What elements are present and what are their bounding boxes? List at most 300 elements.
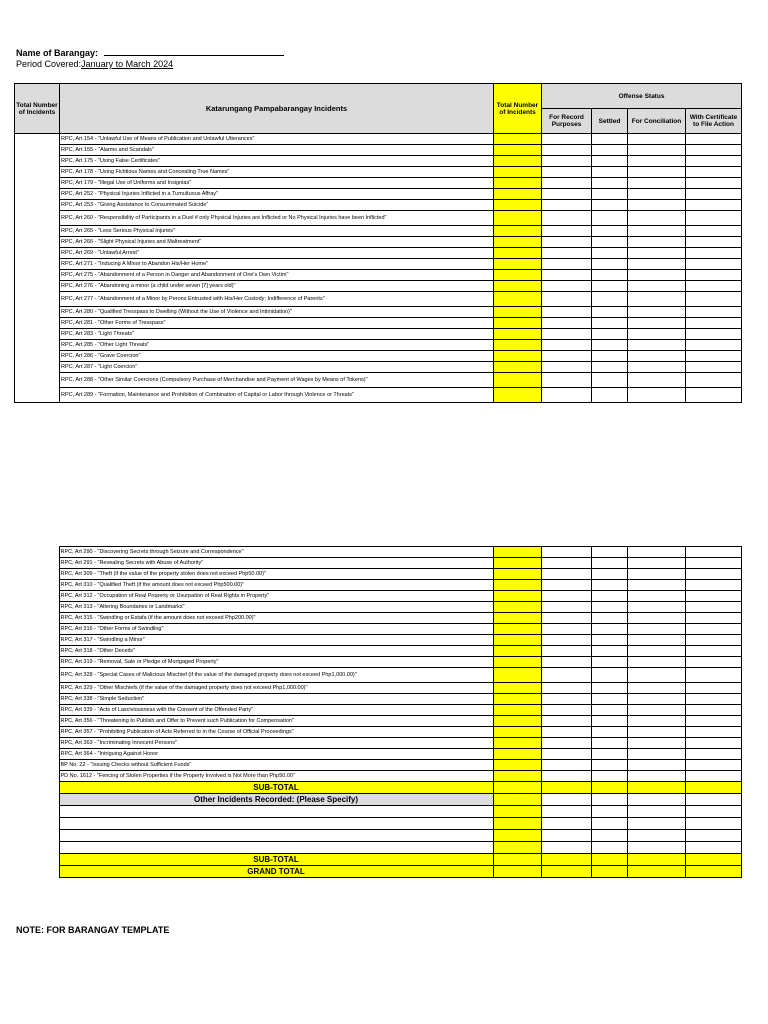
total-incidents-cell[interactable] <box>494 351 542 362</box>
certificate-cell[interactable] <box>685 558 741 569</box>
incident-label: RPC, Art 356 - "Threatening to Publish and Offer to Prevent such Publication for Compensation" <box>59 716 493 727</box>
conciliation-cell[interactable] <box>627 683 685 694</box>
certificate-cell[interactable] <box>686 270 742 281</box>
total-incidents-cell[interactable] <box>493 694 541 705</box>
record-cell[interactable] <box>542 307 592 318</box>
left-spacer-cell <box>14 591 59 602</box>
conciliation-cell[interactable] <box>627 646 685 657</box>
settled-cell[interactable] <box>592 329 628 340</box>
settled-cell[interactable] <box>591 716 627 727</box>
left-spacer-cell <box>14 635 59 646</box>
conciliation-cell[interactable] <box>628 178 686 189</box>
certificate-cell[interactable] <box>686 156 742 167</box>
value-cell[interactable] <box>591 782 627 794</box>
settled-cell[interactable] <box>592 340 628 351</box>
certificate-cell[interactable] <box>686 281 742 292</box>
incident-label: RPC, Art 277 - "Abandonment of a Minor by Perons Entrusted with His/Her Custody; Indifference of Parents" <box>60 292 494 307</box>
value-cell[interactable] <box>541 818 591 830</box>
settled-cell[interactable] <box>592 373 628 388</box>
settled-cell[interactable] <box>592 189 628 200</box>
conciliation-cell[interactable] <box>628 270 686 281</box>
conciliation-cell[interactable] <box>628 226 686 237</box>
record-cell[interactable] <box>542 226 592 237</box>
total-incidents-cell[interactable] <box>494 178 542 189</box>
settled-cell[interactable] <box>592 292 628 307</box>
conciliation-cell[interactable] <box>628 189 686 200</box>
conciliation-cell[interactable] <box>627 771 685 782</box>
conciliation-cell[interactable] <box>627 760 685 771</box>
record-cell[interactable] <box>541 694 591 705</box>
total-incidents-cell[interactable] <box>494 281 542 292</box>
record-cell[interactable] <box>541 580 591 591</box>
settled-cell[interactable] <box>591 558 627 569</box>
certificate-cell[interactable] <box>685 646 741 657</box>
record-cell[interactable] <box>541 749 591 760</box>
record-cell[interactable] <box>541 624 591 635</box>
settled-cell[interactable] <box>591 705 627 716</box>
value-cell[interactable] <box>541 782 591 794</box>
settled-cell[interactable] <box>592 167 628 178</box>
value-cell[interactable] <box>627 818 685 830</box>
settled-cell[interactable] <box>592 259 628 270</box>
conciliation-cell[interactable] <box>628 200 686 211</box>
settled-cell[interactable] <box>591 624 627 635</box>
settled-cell[interactable] <box>592 307 628 318</box>
certificate-cell[interactable] <box>685 591 741 602</box>
certificate-cell[interactable] <box>686 178 742 189</box>
conciliation-cell[interactable] <box>628 145 686 156</box>
conciliation-cell[interactable] <box>628 307 686 318</box>
value-cell[interactable] <box>685 854 741 866</box>
settled-cell[interactable] <box>592 211 628 226</box>
certificate-cell[interactable] <box>685 580 741 591</box>
conciliation-cell[interactable] <box>627 694 685 705</box>
certificate-cell[interactable] <box>686 134 742 145</box>
total-incidents-cell[interactable] <box>494 145 542 156</box>
conciliation-cell[interactable] <box>628 318 686 329</box>
value-cell[interactable] <box>591 854 627 866</box>
conciliation-cell[interactable] <box>628 340 686 351</box>
conciliation-cell[interactable] <box>627 727 685 738</box>
total-incidents-cell[interactable] <box>494 388 542 403</box>
record-cell[interactable] <box>542 281 592 292</box>
certificate-cell[interactable] <box>685 749 741 760</box>
value-cell[interactable] <box>685 842 741 854</box>
value-cell[interactable] <box>685 830 741 842</box>
certificate-cell[interactable] <box>685 716 741 727</box>
incident-label: RPC, Art 357 - "Prohibiting Publication of Acts Referred to in the Course of Official Proceedings" <box>59 727 493 738</box>
total-incidents-cell[interactable] <box>493 569 541 580</box>
settled-cell[interactable] <box>591 580 627 591</box>
record-cell[interactable] <box>542 318 592 329</box>
conciliation-cell[interactable] <box>628 351 686 362</box>
incident-label: RPC, Art 154 - "Unlawful Use of Means of Publication and Unlawful Utterances" <box>60 134 494 145</box>
incident-label: RPC, Art 287 - "Light Coercion" <box>60 362 494 373</box>
record-cell[interactable] <box>541 727 591 738</box>
settled-cell[interactable] <box>591 646 627 657</box>
total-incidents-cell[interactable] <box>494 226 542 237</box>
total-incidents-cell[interactable] <box>494 200 542 211</box>
record-cell[interactable] <box>542 270 592 281</box>
incident-label: RPC, Art 291 - "Revealing Secrets with Abuse of Authority" <box>59 558 493 569</box>
value-cell[interactable] <box>541 794 591 806</box>
total-incidents-cell[interactable] <box>493 657 541 668</box>
settled-cell[interactable] <box>591 771 627 782</box>
incident-label: RPC, Art 312 - "Occupation of Real Property or Usurpation of Real Rights in Property" <box>59 591 493 602</box>
record-cell[interactable] <box>541 760 591 771</box>
value-cell[interactable] <box>627 782 685 794</box>
total-incidents-cell[interactable] <box>494 307 542 318</box>
record-cell[interactable] <box>541 646 591 657</box>
total-incidents-cell[interactable] <box>494 259 542 270</box>
header-settled: Settled <box>592 109 628 134</box>
record-cell[interactable] <box>542 211 592 226</box>
conciliation-cell[interactable] <box>627 705 685 716</box>
table-row <box>14 547 741 558</box>
conciliation-cell[interactable] <box>628 281 686 292</box>
certificate-cell[interactable] <box>685 738 741 749</box>
value-cell[interactable] <box>493 842 541 854</box>
value-cell[interactable] <box>541 866 591 878</box>
total-incidents-cell[interactable] <box>493 771 541 782</box>
settled-cell[interactable] <box>591 602 627 613</box>
certificate-cell[interactable] <box>685 683 741 694</box>
certificate-cell[interactable] <box>686 307 742 318</box>
settled-cell[interactable] <box>592 237 628 248</box>
total-incidents-cell[interactable] <box>494 270 542 281</box>
incident-label: RPC, Art 155 - "Alarms and Scandals" <box>60 145 494 156</box>
certificate-cell[interactable] <box>685 624 741 635</box>
total-incidents-cell[interactable] <box>494 318 542 329</box>
record-cell[interactable] <box>541 547 591 558</box>
value-cell[interactable] <box>627 806 685 818</box>
record-cell[interactable] <box>542 340 592 351</box>
settled-cell[interactable] <box>592 134 628 145</box>
total-incidents-cell[interactable] <box>494 167 542 178</box>
conciliation-cell[interactable] <box>627 657 685 668</box>
certificate-cell[interactable] <box>685 694 741 705</box>
value-cell[interactable] <box>541 806 591 818</box>
settled-cell[interactable] <box>591 547 627 558</box>
total-incidents-cell[interactable] <box>493 624 541 635</box>
record-cell[interactable] <box>541 591 591 602</box>
conciliation-cell[interactable] <box>627 716 685 727</box>
certificate-cell[interactable] <box>685 547 741 558</box>
settled-cell[interactable] <box>591 635 627 646</box>
certificate-cell[interactable] <box>686 292 742 307</box>
certificate-cell[interactable] <box>686 200 742 211</box>
settled-cell[interactable] <box>591 569 627 580</box>
total-incidents-cell[interactable] <box>494 237 542 248</box>
settled-cell[interactable] <box>591 591 627 602</box>
record-cell[interactable] <box>541 771 591 782</box>
incident-label: RPC, Art 283 - "Light Threats" <box>60 329 494 340</box>
certificate-cell[interactable] <box>686 259 742 270</box>
settled-cell[interactable] <box>592 388 628 403</box>
record-cell[interactable] <box>542 167 592 178</box>
value-cell[interactable] <box>591 830 627 842</box>
conciliation-cell[interactable] <box>627 738 685 749</box>
settled-cell[interactable] <box>592 156 628 167</box>
conciliation-cell[interactable] <box>628 156 686 167</box>
total-incidents-cell[interactable] <box>493 705 541 716</box>
record-cell[interactable] <box>541 569 591 580</box>
barangay-name-field[interactable] <box>104 47 284 56</box>
total-incidents-cell[interactable] <box>493 602 541 613</box>
value-cell[interactable] <box>591 794 627 806</box>
incident-label: RPC, Art 253 - "Giving Assistance to Consummated Suicide" <box>60 200 494 211</box>
incident-label: RPC, Art 364 - "Intriguing Against Honor <box>59 749 493 760</box>
record-cell[interactable] <box>542 145 592 156</box>
other-incident-blank <box>59 806 493 818</box>
settled-cell[interactable] <box>592 270 628 281</box>
total-incidents-cell[interactable] <box>494 211 542 226</box>
conciliation-cell[interactable] <box>627 591 685 602</box>
conciliation-cell[interactable] <box>627 668 685 683</box>
record-cell[interactable] <box>541 602 591 613</box>
conciliation-cell[interactable] <box>628 167 686 178</box>
record-cell[interactable] <box>542 388 592 403</box>
table-row <box>15 307 742 318</box>
certificate-cell[interactable] <box>686 237 742 248</box>
conciliation-cell[interactable] <box>627 558 685 569</box>
table-row <box>15 340 742 351</box>
incident-label: RPC, Art 329 - "Other Mischiefs (if the value of the damaged property does not exceed Php1,000.00)" <box>59 683 493 694</box>
record-cell[interactable] <box>541 558 591 569</box>
value-cell[interactable] <box>493 782 541 794</box>
record-cell[interactable] <box>542 292 592 307</box>
value-cell[interactable] <box>685 866 741 878</box>
value-cell[interactable] <box>541 854 591 866</box>
value-cell[interactable] <box>685 782 741 794</box>
left-spacer-cell <box>14 558 59 569</box>
total-incidents-cell[interactable] <box>493 613 541 624</box>
value-cell[interactable] <box>627 794 685 806</box>
settled-cell[interactable] <box>592 200 628 211</box>
certificate-cell[interactable] <box>685 771 741 782</box>
certificate-cell[interactable] <box>686 388 742 403</box>
certificate-cell[interactable] <box>685 727 741 738</box>
value-cell[interactable] <box>493 794 541 806</box>
certificate-cell[interactable] <box>686 226 742 237</box>
total-incidents-cell[interactable] <box>493 683 541 694</box>
conciliation-cell[interactable] <box>628 292 686 307</box>
conciliation-cell[interactable] <box>628 329 686 340</box>
left-spacer-cell <box>14 760 59 771</box>
record-cell[interactable] <box>542 373 592 388</box>
value-cell[interactable] <box>591 806 627 818</box>
value-cell[interactable] <box>627 866 685 878</box>
value-cell[interactable] <box>591 842 627 854</box>
total-incidents-cell[interactable] <box>494 362 542 373</box>
header-total-left: Total Number of Incidents <box>15 84 60 134</box>
total-incidents-cell[interactable] <box>493 635 541 646</box>
certificate-cell[interactable] <box>686 248 742 259</box>
settled-cell[interactable] <box>592 248 628 259</box>
certificate-cell[interactable] <box>685 635 741 646</box>
record-cell[interactable] <box>542 134 592 145</box>
record-cell[interactable] <box>541 705 591 716</box>
certificate-cell[interactable] <box>685 613 741 624</box>
certificate-cell[interactable] <box>686 329 742 340</box>
conciliation-cell[interactable] <box>628 248 686 259</box>
value-cell[interactable] <box>627 842 685 854</box>
total-incidents-cell[interactable] <box>494 329 542 340</box>
value-cell[interactable] <box>493 806 541 818</box>
settled-cell[interactable] <box>592 362 628 373</box>
certificate-cell[interactable] <box>686 211 742 226</box>
settled-cell[interactable] <box>591 683 627 694</box>
value-cell[interactable] <box>685 818 741 830</box>
certificate-cell[interactable] <box>685 569 741 580</box>
total-incidents-cell[interactable] <box>493 749 541 760</box>
table-row <box>14 738 741 749</box>
value-cell[interactable] <box>541 842 591 854</box>
left-spacer-cell <box>14 771 59 782</box>
total-incidents-cell[interactable] <box>494 373 542 388</box>
certificate-cell[interactable] <box>685 760 741 771</box>
settled-cell[interactable] <box>591 749 627 760</box>
incident-label: RPC, Art 288 - "Other Similar Coercions (Compulsory Purchase of Merchandise and Payment of Wages by Means of Tokens)" <box>60 373 494 388</box>
certificate-cell[interactable] <box>686 145 742 156</box>
record-cell[interactable] <box>541 683 591 694</box>
certificate-cell[interactable] <box>685 657 741 668</box>
certificate-cell[interactable] <box>686 362 742 373</box>
total-incidents-cell[interactable] <box>493 558 541 569</box>
conciliation-cell[interactable] <box>627 547 685 558</box>
total-incidents-cell[interactable] <box>493 580 541 591</box>
conciliation-cell[interactable] <box>627 613 685 624</box>
value-cell[interactable] <box>627 854 685 866</box>
certificate-cell[interactable] <box>686 351 742 362</box>
record-cell[interactable] <box>541 635 591 646</box>
record-cell[interactable] <box>541 716 591 727</box>
value-cell[interactable] <box>627 830 685 842</box>
settled-cell[interactable] <box>591 760 627 771</box>
total-incidents-cell[interactable] <box>493 716 541 727</box>
certificate-cell[interactable] <box>686 318 742 329</box>
record-cell[interactable] <box>541 613 591 624</box>
certificate-cell[interactable] <box>685 705 741 716</box>
settled-cell[interactable] <box>591 738 627 749</box>
record-cell[interactable] <box>542 189 592 200</box>
record-cell[interactable] <box>541 668 591 683</box>
record-cell[interactable] <box>542 248 592 259</box>
subtotal-2-row <box>14 854 741 866</box>
total-incidents-cell[interactable] <box>494 248 542 259</box>
conciliation-cell[interactable] <box>627 580 685 591</box>
value-cell[interactable] <box>591 866 627 878</box>
record-cell[interactable] <box>542 259 592 270</box>
certificate-cell[interactable] <box>685 602 741 613</box>
settled-cell[interactable] <box>591 694 627 705</box>
conciliation-cell[interactable] <box>628 362 686 373</box>
record-cell[interactable] <box>541 738 591 749</box>
settled-cell[interactable] <box>591 613 627 624</box>
table-row <box>15 329 742 340</box>
total-incidents-cell[interactable] <box>493 738 541 749</box>
value-cell[interactable] <box>541 830 591 842</box>
conciliation-cell[interactable] <box>628 259 686 270</box>
certificate-cell[interactable] <box>686 340 742 351</box>
record-cell[interactable] <box>542 329 592 340</box>
total-incidents-cell[interactable] <box>493 591 541 602</box>
settled-cell[interactable] <box>592 145 628 156</box>
conciliation-cell[interactable] <box>628 134 686 145</box>
conciliation-cell[interactable] <box>627 624 685 635</box>
left-spacer-cell <box>14 624 59 635</box>
left-spacer-cell <box>14 854 59 866</box>
certificate-cell[interactable] <box>686 189 742 200</box>
certificate-cell[interactable] <box>685 668 741 683</box>
conciliation-cell[interactable] <box>628 388 686 403</box>
value-cell[interactable] <box>493 866 541 878</box>
total-incidents-cell[interactable] <box>494 292 542 307</box>
settled-cell[interactable] <box>592 178 628 189</box>
conciliation-cell[interactable] <box>628 211 686 226</box>
record-cell[interactable] <box>541 657 591 668</box>
value-cell[interactable] <box>493 818 541 830</box>
record-cell[interactable] <box>542 178 592 189</box>
settled-cell[interactable] <box>591 727 627 738</box>
incident-label: RPC, Art 310 - "Qualified Theft (if the amount does not exceed Php500.00)" <box>59 580 493 591</box>
total-incidents-cell[interactable] <box>494 340 542 351</box>
settled-cell[interactable] <box>591 657 627 668</box>
incident-label: RPC, Art 318 - "Other Deceits" <box>59 646 493 657</box>
conciliation-cell[interactable] <box>628 373 686 388</box>
settled-cell[interactable] <box>592 318 628 329</box>
settled-cell[interactable] <box>592 281 628 292</box>
record-cell[interactable] <box>542 156 592 167</box>
value-cell[interactable] <box>685 806 741 818</box>
left-spacer-cell <box>14 613 59 624</box>
record-cell[interactable] <box>542 237 592 248</box>
table-row <box>14 580 741 591</box>
left-spacer-cell <box>14 806 59 818</box>
conciliation-cell[interactable] <box>627 635 685 646</box>
certificate-cell[interactable] <box>686 373 742 388</box>
certificate-cell[interactable] <box>686 167 742 178</box>
value-cell[interactable] <box>493 854 541 866</box>
settled-cell[interactable] <box>592 226 628 237</box>
conciliation-cell[interactable] <box>628 237 686 248</box>
record-cell[interactable] <box>542 351 592 362</box>
value-cell[interactable] <box>591 818 627 830</box>
settled-cell[interactable] <box>592 351 628 362</box>
record-cell[interactable] <box>542 362 592 373</box>
total-incidents-cell[interactable] <box>493 547 541 558</box>
total-incidents-cell[interactable] <box>493 727 541 738</box>
total-left-cell[interactable] <box>15 134 60 403</box>
total-incidents-cell[interactable] <box>494 189 542 200</box>
total-incidents-cell[interactable] <box>493 760 541 771</box>
total-incidents-cell[interactable] <box>493 668 541 683</box>
value-cell[interactable] <box>493 830 541 842</box>
total-incidents-cell[interactable] <box>494 134 542 145</box>
incident-label: BP No. 22 - "Issuing Checks without Sufficient Funds" <box>59 760 493 771</box>
header-offense-status: Offense Status <box>542 84 742 109</box>
total-incidents-cell[interactable] <box>493 646 541 657</box>
total-incidents-cell[interactable] <box>494 156 542 167</box>
value-cell[interactable] <box>685 794 741 806</box>
other-incident-blank <box>59 830 493 842</box>
conciliation-cell[interactable] <box>627 749 685 760</box>
left-spacer-cell <box>14 794 59 806</box>
record-cell[interactable] <box>542 200 592 211</box>
conciliation-cell[interactable] <box>627 602 685 613</box>
settled-cell[interactable] <box>591 668 627 683</box>
conciliation-cell[interactable] <box>627 569 685 580</box>
